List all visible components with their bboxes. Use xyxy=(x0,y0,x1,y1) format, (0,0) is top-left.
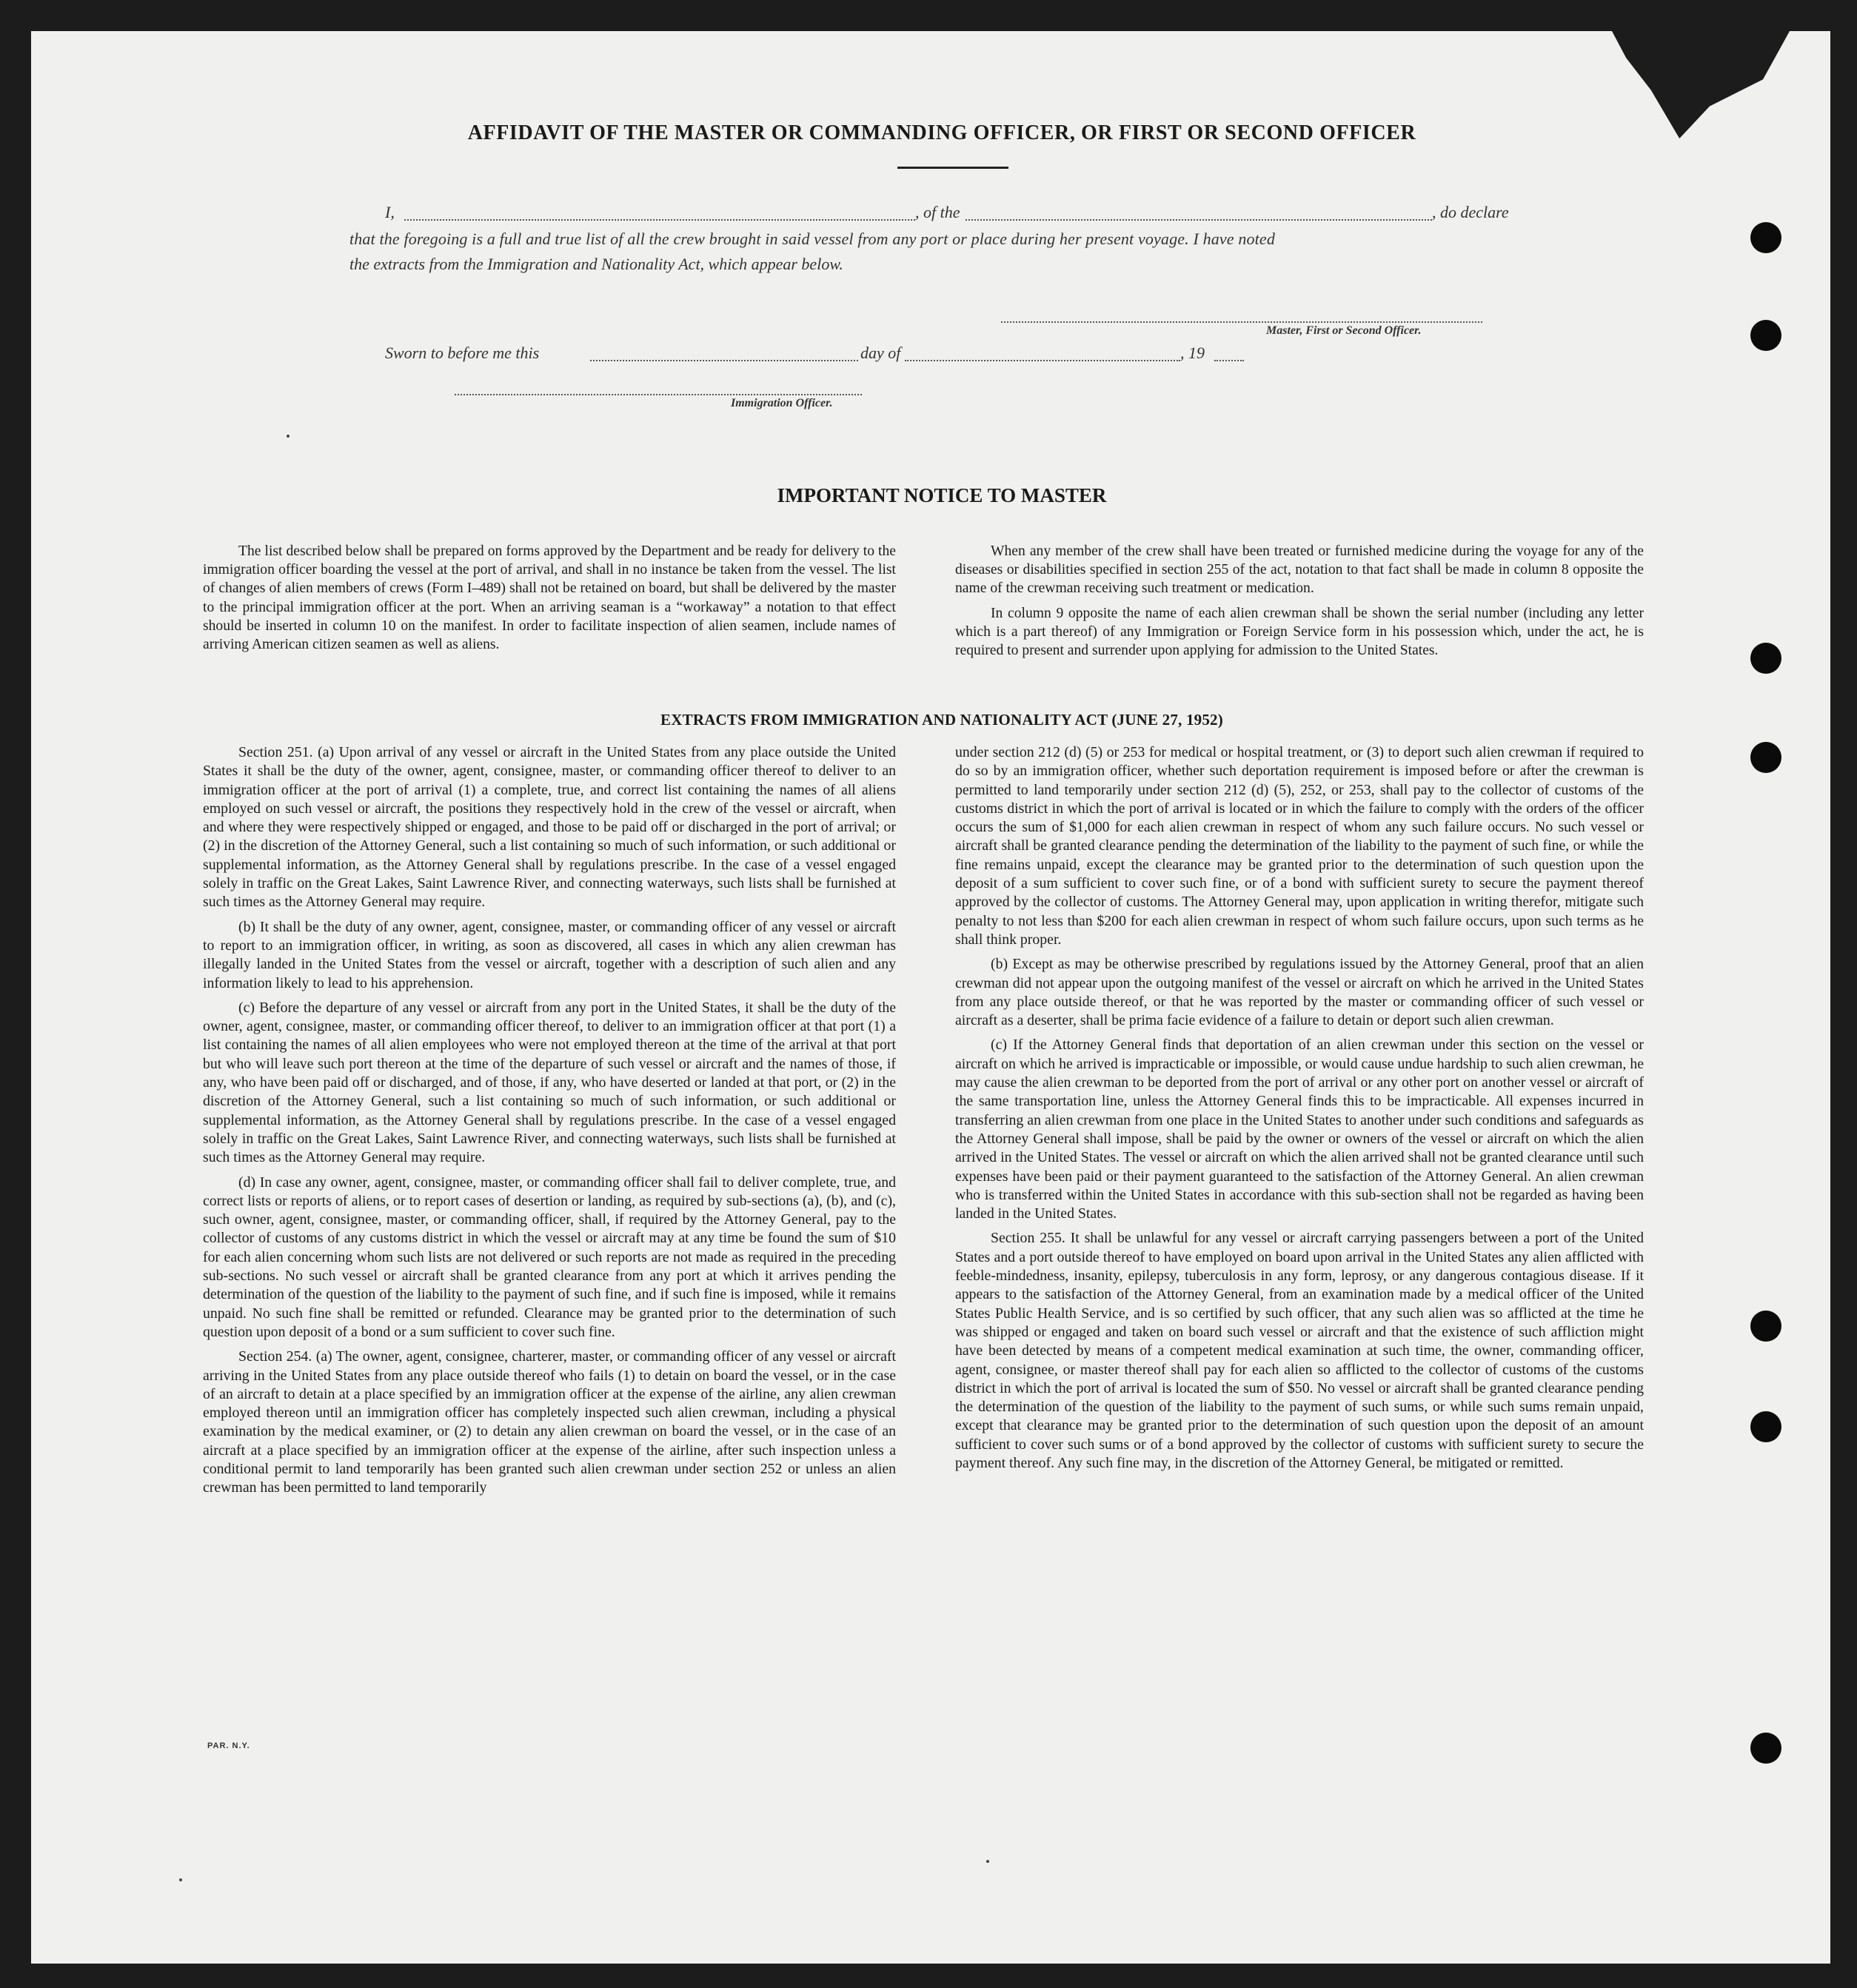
sworn-day-field[interactable] xyxy=(590,360,858,361)
of-the-label: , of the xyxy=(915,203,960,221)
notice-paragraph: When any member of the crew shall have been treated or furnished medicine during the voyage for any of the diseases or disabilities specified in section 255 of the act, notation to that fact shall be made in column 8 opposite the name of the crewman receiving such treatment or medication. xyxy=(955,543,1644,597)
year-label: , 19 xyxy=(1180,344,1205,362)
statute-paragraph: (d) In case any owner, agent, consignee, master, or commanding officer shall fail to deliver complete, true, and correct lists or reports of aliens, or to report cases of desertion or landing, as required by sub-sections (a), (b), and (c), such owner, agent, consignee, master, or commanding officer, shall, if required by the Attorney General, pay to the collector of customs of any customs district in which the vessel or aircraft may at any time be found the sum of $10 for each alien concerning whom such lists are not delivered or such reports are not made as required in the preceding sub-sections. No such vessel or aircraft shall be granted clearance from any port at which it arrives pending the determination of the question of the liability to the payment of such fine, and if such fine is imposed, while it remains unpaid. No such fine shall be remitted or refunded. Clearance may be granted prior to the determination of such question upon deposit of a bond or a sum sufficient to cover such fine. xyxy=(203,1174,896,1340)
extracts-left-column xyxy=(203,743,896,1504)
officer-signature-line[interactable] xyxy=(455,394,862,395)
binder-hole xyxy=(1750,643,1781,674)
extracts-right-column xyxy=(955,743,1644,1479)
sworn-label: Sworn to before me this xyxy=(385,344,540,362)
binder-hole xyxy=(1750,1311,1781,1342)
declarant-label: I, xyxy=(385,203,395,221)
notice-title: IMPORTANT NOTICE TO MASTER xyxy=(777,484,1107,506)
notice-left-column xyxy=(203,542,896,660)
printer-mark: PAR. N.Y. xyxy=(207,1741,250,1750)
declaration-line: the extracts from the Immigration and Nationality Act, which appear below. xyxy=(349,255,843,273)
signature-caption: Master, First or Second Officer. xyxy=(1266,324,1422,337)
notice-paragraph: In column 9 opposite the name of each alien crewman shall be shown the serial number (including any letter which is a part thereof) of any Immigration or Foreign Service form in his possession which, under the act, he is required to present and surrender upon applying for admission to the United States. xyxy=(955,605,1644,659)
signature-line[interactable] xyxy=(1001,321,1482,323)
scan-speck xyxy=(179,1878,182,1881)
binder-hole xyxy=(1750,320,1781,351)
title-divider xyxy=(897,167,1008,169)
statute-paragraph: Section 254. (a) The owner, agent, consignee, charterer, master, or commanding officer of any vessel or aircraft arriving in the United States from any place outside thereof who fails (1) to detain on board the vessel, or in the case of an aircraft to detain at a place specified by an immigration officer at the expense of the airline, any alien crewman employed thereon until an immigration officer has completely inspected such alien crewman, including a physical examination by the medical examiner, or (2) to detain any alien crewman on board the vessel, or in the case of an aircraft at a place specified by an immigration officer at the expense of the airline, after such inspection unless a conditional permit to land temporarily has been granted such alien crewman under section 252 or unless an alien crewman has been permitted to land temporarily xyxy=(203,1348,896,1496)
notice-right-column xyxy=(955,542,1644,666)
vessel-name-field[interactable] xyxy=(966,219,1432,221)
form-page xyxy=(31,31,1830,1964)
declaration-line: that the foregoing is a full and true list of all the crew brought in said vessel from any port or place during her present voyage. I have noted xyxy=(349,230,1275,248)
statute-paragraph: Section 255. It shall be unlawful for any vessel or aircraft carrying passengers between a port of the United States and a port outside thereof to have employed on board upon arrival in the United States any alien afflicted with feeble-mindedness, insanity, epilepsy, tuberculosis in any form, leprosy, or any dangerous contagious disease. If it appears to the satisfaction of the Attorney General, from an examination made by a medical officer of the United States Public Health Service, and is so certified by such officer, that any such alien was so afflicted at the time he was shipped or engaged and taken on board such vessel or aircraft and that the existence of such affliction might have been detected by means of a competent medical examination at such time, the owner, commanding officer, agent, consignee, or master thereof shall pay for each alien so afflicted to the collector of customs of the customs district in which the port of arrival is located the sum of $50. No vessel or aircraft shall be granted clearance pending the determination of the question of the liability to the payment of such sums, or while such sums remain unpaid, except that clearance may be granted prior to the determination of such question upon the deposit of an amount sufficient to cover such sums or of a bond approved by the collector of customs with sufficient surety to secure the payment thereof. Any such fine may, in the discretion of the Attorney General, be mitigated or remitted. xyxy=(955,1230,1644,1471)
binder-hole xyxy=(1750,222,1781,253)
binder-hole xyxy=(1750,1411,1781,1442)
statute-paragraph: under section 212 (d) (5) or 253 for medical or hospital treatment, or (3) to deport such alien crewman if required to do so by an immigration officer, whether such deportation requirement is imposed before or after the crewman is permitted to land temporarily under section 212 (d) (5), 252, or 253, shall pay to the collector of customs of the customs district in which the port of arrival is located or in which the failure to comply with the orders of the officer occurs the sum of $1,000 for each alien crewman in respect of whom any such failure occurs. No such vessel or aircraft shall be granted clearance pending the determination of the liability to the payment of such fine, or while the fine remains unpaid, except the clearance may be granted prior to the determination of such question upon the deposit of a sum sufficient to cover such fine, or of a bond with sufficient surety to secure the payment thereof approved by the collector of customs. The Attorney General may, upon application in writing therefor, mitigate such penalty to not less than $200 for each alien crewman in respect of whom such failure occurs, upon such terms as he shall think proper. xyxy=(955,744,1644,948)
statute-paragraph: Section 251. (a) Upon arrival of any vessel or aircraft in the United States from any place outside the United States it shall be the duty of the owner, agent, consignee, master, or commanding officer thereof to deliver to an immigration officer at the port of arrival (1) a complete, true, and correct list containing the names of all aliens employed on such vessel or aircraft, the positions they respectively hold in the crew of the vessel or aircraft, when and where they were respectively shipped or engaged, and those to be paid off or discharged in the port of arrival; or (2) in the discretion of the Attorney General, such a list containing so much of such information, or such additional or supplemental information, as the Attorney General shall by regulations prescribe. In the case of a vessel engaged solely in traffic on the Great Lakes, Saint Lawrence River, and connecting waterways, such lists shall be furnished at such times as the Attorney General may require. xyxy=(203,744,896,911)
statute-paragraph: (c) Before the departure of any vessel or aircraft from any port in the United States, it shall be the duty of the owner, agent, consignee, master, or commanding officer thereof, to deliver to an immigration officer at that port (1) a list containing the names of all alien employees who were not employed thereon at the time of the arrival at that port but who will leave such port thereon at the time of the departure of such vessel or aircraft and the names of those, if any, who have been paid off or discharged, and of those, if any, who have deserted or landed at that port, or (2) in the discretion of the Attorney General, such a list containing so much of such information, or such additional or supplemental information, as the Attorney General shall by regulations prescribe. In the case of a vessel engaged solely in traffic on the Great Lakes, Saint Lawrence River, and connecting waterways, such lists shall be furnished at such times as the Attorney General may require. xyxy=(203,999,896,1166)
binder-hole xyxy=(1750,742,1781,773)
scan-speck xyxy=(986,1860,989,1863)
extracts-title: EXTRACTS FROM IMMIGRATION AND NATIONALITY ACT (JUNE 27, 1952) xyxy=(660,711,1223,729)
statute-paragraph: (c) If the Attorney General finds that deportation of an alien crewman under this section on the vessel or aircraft on which he arrived is impracticable or impossible, or would cause undue hardship to such alien crewman, he may cause the alien crewman to be deported from the port of arrival or any other port on another vessel or aircraft of the same transportation line, unless the Attorney General finds this to be impracticable. All expenses incurred in transferring an alien crewman from one place in the United States to another under such conditions and safeguards as the Attorney General shall impose, shall be paid by the owner or owners of the vessel or aircraft on which the alien arrived in the United States. The vessel or aircraft on which the alien arrived shall not be granted clearance until such expenses have been paid or their payment guaranteed to the satisfaction of the Attorney General. An alien crewman who is transferred within the United States in accordance with this sub-section shall not be regarded as having been landed in the United States. xyxy=(955,1037,1644,1222)
sworn-year-field[interactable] xyxy=(1214,360,1244,361)
form-title: AFFIDAVIT OF THE MASTER OR COMMANDING OFFICER, OR FIRST OR SECOND OFFICER xyxy=(467,121,1416,144)
do-declare-label: , do declare xyxy=(1432,203,1509,221)
scan-speck xyxy=(287,435,290,438)
sworn-month-field[interactable] xyxy=(905,360,1180,361)
day-of-label: day of xyxy=(860,344,901,362)
officer-caption: Immigration Officer. xyxy=(731,397,833,409)
declarant-name-field[interactable] xyxy=(404,219,915,221)
statute-paragraph: (b) Except as may be otherwise prescribed by regulations issued by the Attorney General, proof that an alien crewman did not appear upon the outgoing manifest of the vessel or aircraft on which he arrived in the United States from any place outside thereof, or that he was reported by the master or commanding officer of such vessel or aircraft as a deserter, shall be prima facie evidence of a failure to detain or deport such alien crewman. xyxy=(955,956,1644,1029)
torn-corner xyxy=(1612,31,1790,138)
binder-hole xyxy=(1750,1733,1781,1764)
statute-paragraph: (b) It shall be the duty of any owner, agent, consignee, master, or commanding officer of any vessel or aircraft to report to an immigration officer, in writing, as soon as discovered, all cases in which any alien crewman has illegally landed in the United States from the vessel or aircraft, together with a description of such alien and any information likely to lead to his apprehension. xyxy=(203,918,896,991)
notice-paragraph: The list described below shall be prepared on forms approved by the Department and be ready for delivery to the immigration officer boarding the vessel at the port of arrival, and shall in no instance be taken from the vessel. The list of changes of alien members of crews (Form I–489) shall not be retained on board, but shall be delivered by the master to the principal immigration officer at the port. When an arriving seaman is a “workaway” a notation to that effect should be inserted in column 10 on the manifest. In order to facilitate inspection of alien seamen, include names of arriving American citizen seamen as well as aliens. xyxy=(203,543,896,653)
